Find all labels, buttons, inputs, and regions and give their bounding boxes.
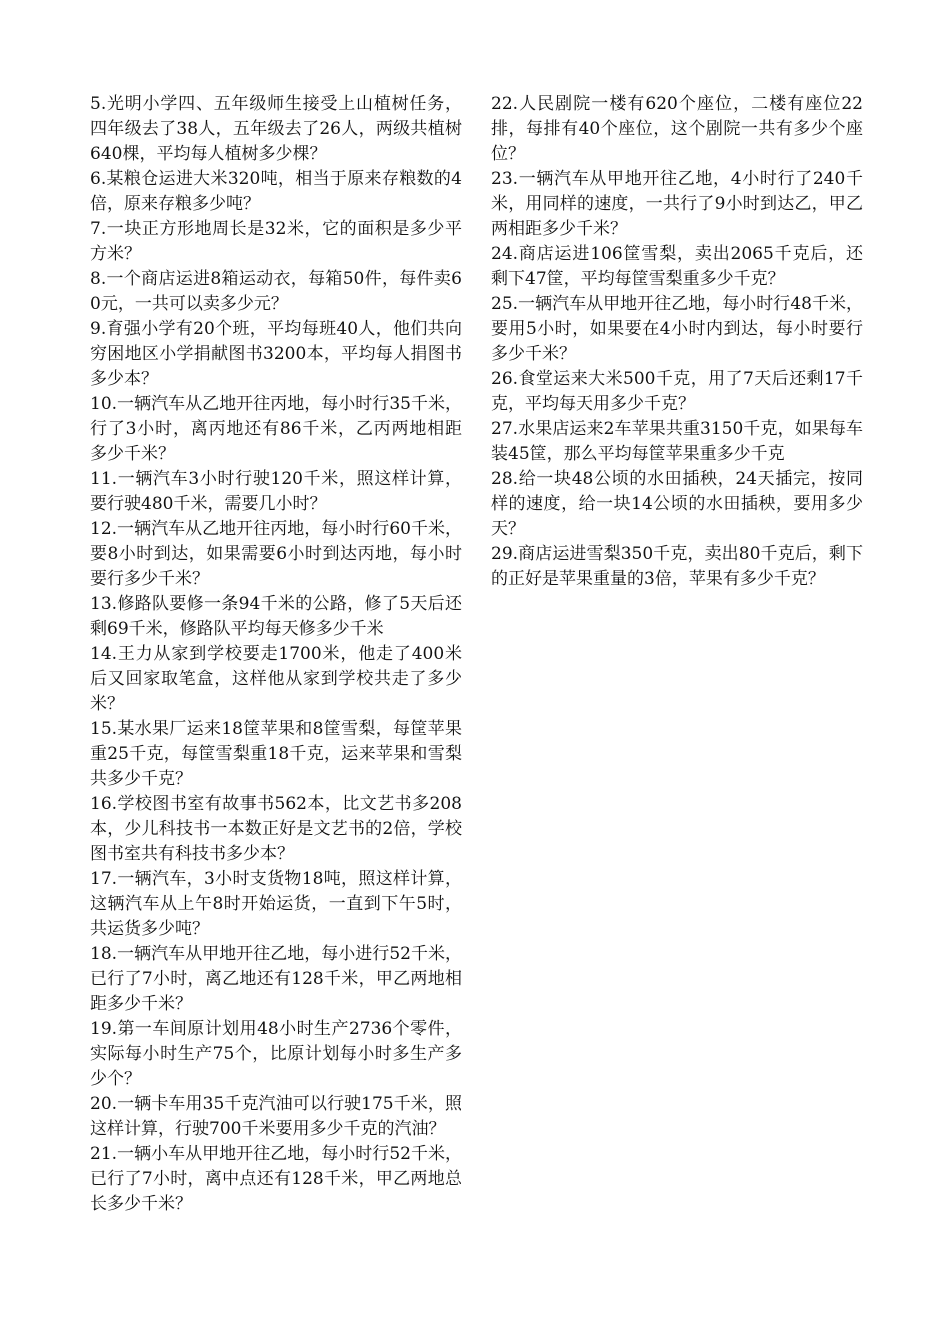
problem-13: 13.修路队要修一条94千米的公路，修了5天后还剩69千米，修路队平均每天修多少千米	[90, 594, 462, 639]
problem-21: 21.一辆小车从甲地开往乙地，每小时行52千米，已行了7小时，离中点还有128千米，甲乙两地总长多少千米？	[90, 1144, 462, 1214]
problem-15: 15.某水果厂运来18筐苹果和8筐雪梨，每筐苹果重25千克，每筐雪梨重18千克，运来苹果和雪梨共多少千克？	[90, 719, 462, 789]
problem-12: 12.一辆汽车从乙地开往丙地，每小时行60千米，要8小时到达，如果需要6小时到达丙地，每小时要行多少千米？	[90, 519, 462, 589]
problem-20: 20.一辆卡车用35千克汽油可以行驶175千米，照这样计算，行驶700千米要用多少千克的汽油？	[90, 1094, 462, 1139]
problem-6: 6.某粮仓运进大米320吨，相当于原来存粮数的4倍，原来存粮多少吨？	[90, 169, 462, 214]
problem-7: 7.一块正方形地周长是32米，它的面积是多少平方米？	[90, 219, 462, 264]
problem-29: 29.商店运进雪梨350千克，卖出80千克后，剩下的正好是苹果重量的3倍，苹果有多少千克？	[491, 544, 863, 589]
problem-14: 14.王力从家到学校要走1700米，他走了400米后又回家取笔盒，这样他从家到学校共走了多少米？	[90, 644, 462, 714]
problem-25: 25.一辆汽车从甲地开往乙地，每小时行48千米，要用5小时，如果要在4小时内到达，每小时要行多少千米？	[491, 294, 863, 364]
problem-18: 18.一辆汽车从甲地开往乙地，每小进行52千米，已行了7小时，离乙地还有128千米，甲乙两地相距多少千米？	[90, 944, 462, 1014]
problem-19: 19.第一车间原计划用48小时生产2736个零件，实际每小时生产75个，比原计划每小时多生产多少个？	[90, 1019, 462, 1089]
problem-11: 11.一辆汽车3小时行驶120千米，照这样计算，要行驶480千米，需要几小时？	[90, 469, 462, 514]
problem-8: 8.一个商店运进8箱运动衣，每箱50件，每件卖60元，一共可以卖多少元？	[90, 269, 462, 314]
right-column	[491, 92, 863, 592]
problem-10: 10.一辆汽车从乙地开往丙地，每小时行35千米，行了3小时，离丙地还有86千米，乙丙两地相距多少千米？	[90, 394, 462, 464]
problem-27: 27.水果店运来2车苹果共重3150千克，如果每车装45筐，那么平均每筐苹果重多少千克	[491, 419, 863, 464]
left-column	[90, 92, 462, 1217]
problem-5: 5.光明小学四、五年级师生接受上山植树任务，四年级去了38人，五年级去了26人，两级共植树640棵，平均每人植树多少棵？	[90, 94, 462, 164]
problem-22: 22.人民剧院一楼有620个座位，二楼有座位22排，每排有40个座位，这个剧院一共有多少个座位？	[491, 94, 863, 164]
problem-23: 23.一辆汽车从甲地开往乙地，4小时行了240千米，用同样的速度，一共行了9小时到达乙，甲乙两相距多少千米？	[491, 169, 863, 239]
problem-17: 17.一辆汽车，3小时支货物18吨，照这样计算，这辆汽车从上午8时开始运货，一直到下午5时，共运货多少吨？	[90, 869, 462, 939]
problem-24: 24.商店运进106筐雪梨，卖出2065千克后，还剩下47筐，平均每筐雪梨重多少千克？	[491, 244, 863, 289]
problem-16: 16.学校图书室有故事书562本，比文艺书多208本，少儿科技书一本数正好是文艺书的2倍，学校图书室共有科技书多少本？	[90, 794, 462, 864]
problem-28: 28.给一块48公顷的水田插秧，24天插完，按同样的速度，给一块14公顷的水田插秧，要用多少天？	[491, 469, 863, 539]
problem-9: 9.育强小学有20个班，平均每班40人，他们共向穷困地区小学捐献图书3200本，平均每人捐图书多少本？	[90, 319, 462, 389]
problem-26: 26.食堂运来大米500千克，用了7天后还剩17千克，平均每天用多少千克？	[491, 369, 863, 414]
